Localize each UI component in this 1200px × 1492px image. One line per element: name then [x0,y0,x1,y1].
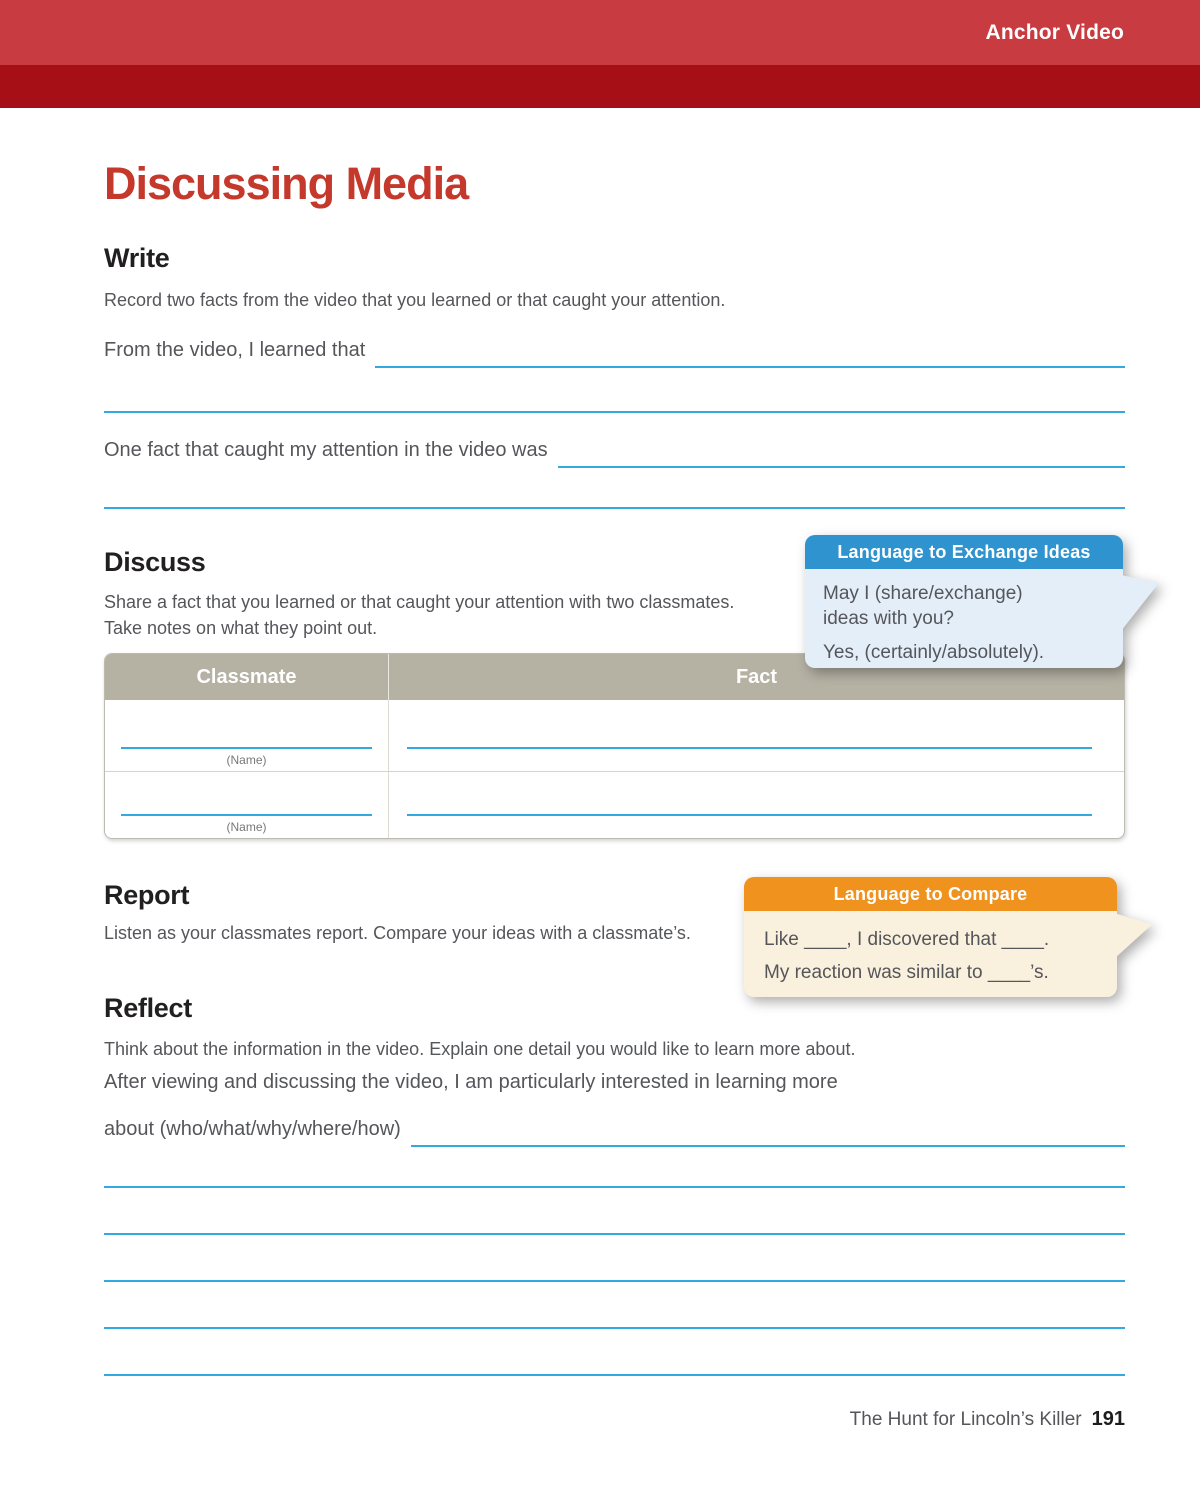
write-line [104,1374,1125,1376]
reflect-instructions: Think about the information in the video. Explain one detail you would like to learn more about. [104,1039,856,1059]
classmate-name-cell [105,700,389,771]
classmate-name-cell [105,772,389,838]
speech-bubble-tail [1121,575,1159,631]
report-instructions: Listen as your classmates report. Compare your ideas with a classmate’s. [104,923,691,943]
write-line [104,1327,1125,1329]
write-line [407,747,1092,749]
language-exchange-ideas-body [805,569,1123,668]
discuss-instructions-line2: Take notes on what they point out. [104,618,378,638]
compare-line-2: My reaction was similar to ____’s. [764,962,1049,983]
language-exchange-ideas-title: Language to Exchange Ideas [805,535,1123,569]
write-line [104,1186,1125,1188]
name-caption: (Name) [226,753,267,767]
write-heading: Write [104,243,170,273]
write-instructions: Record two facts from the video that you learned or that caught your attention. [104,290,726,310]
column-header-fact: Fact [735,665,778,688]
page-number: 191 [1091,1408,1125,1430]
write-prompt-attention-row [104,436,1125,468]
fact-cell [389,772,1124,838]
reflect-heading: Reflect [104,993,192,1023]
discuss-instructions [104,589,814,641]
write-line [104,1233,1125,1235]
exchange-line-1: May I (share/exchange) [823,583,1023,604]
table-row [105,700,1124,772]
exchange-line-2: ideas with you? [823,608,954,629]
write-line [104,1280,1125,1282]
column-header-classmate: Classmate [105,654,389,700]
write-line [558,466,1125,468]
book-title: The Hunt for Lincoln’s Killer [849,1409,1082,1430]
banner-accent-stripe [0,65,1200,108]
discuss-instructions-line1: Share a fact that you learned or that caught your attention with two classmates. [104,592,735,612]
reflect-prompt-row [104,1113,1125,1147]
discuss-heading: Discuss [104,547,206,577]
language-exchange-ideas-bubble [805,535,1123,668]
fact-cell [389,700,1124,771]
speech-bubble-tail [1114,913,1152,959]
language-compare-body [744,911,1117,997]
reflect-prompt-line1: After viewing and discussing the video, I am particularly interested in learning more [104,1071,838,1093]
write-line [104,411,1125,413]
write-line [121,747,372,749]
language-compare-title: Language to Compare [744,877,1117,911]
compare-line-1: Like ____, I discovered that ____. [764,929,1050,950]
write-line [104,507,1125,509]
write-line [121,814,372,816]
write-line [375,366,1125,368]
discuss-notes-table [104,653,1125,839]
write-prompt-learned-text: From the video, I learned that [104,339,366,361]
exchange-line-3: Yes, (certainly/absolutely). [823,642,1045,663]
name-caption: (Name) [226,820,267,834]
page-footer [850,1408,1125,1431]
page-title: Discussing Media [104,158,469,209]
write-line [407,814,1092,816]
language-compare-bubble [744,877,1117,997]
write-prompt-attention-text: One fact that caught my attention in the video was [104,439,548,461]
write-line [411,1145,1125,1147]
top-banner [0,0,1200,65]
banner-label: Anchor Video [985,20,1124,44]
report-heading: Report [104,880,190,910]
write-prompt-learned-row [104,336,1125,368]
table-row [105,772,1124,838]
reflect-prompt-line2: about (who/what/why/where/how) [104,1118,401,1140]
